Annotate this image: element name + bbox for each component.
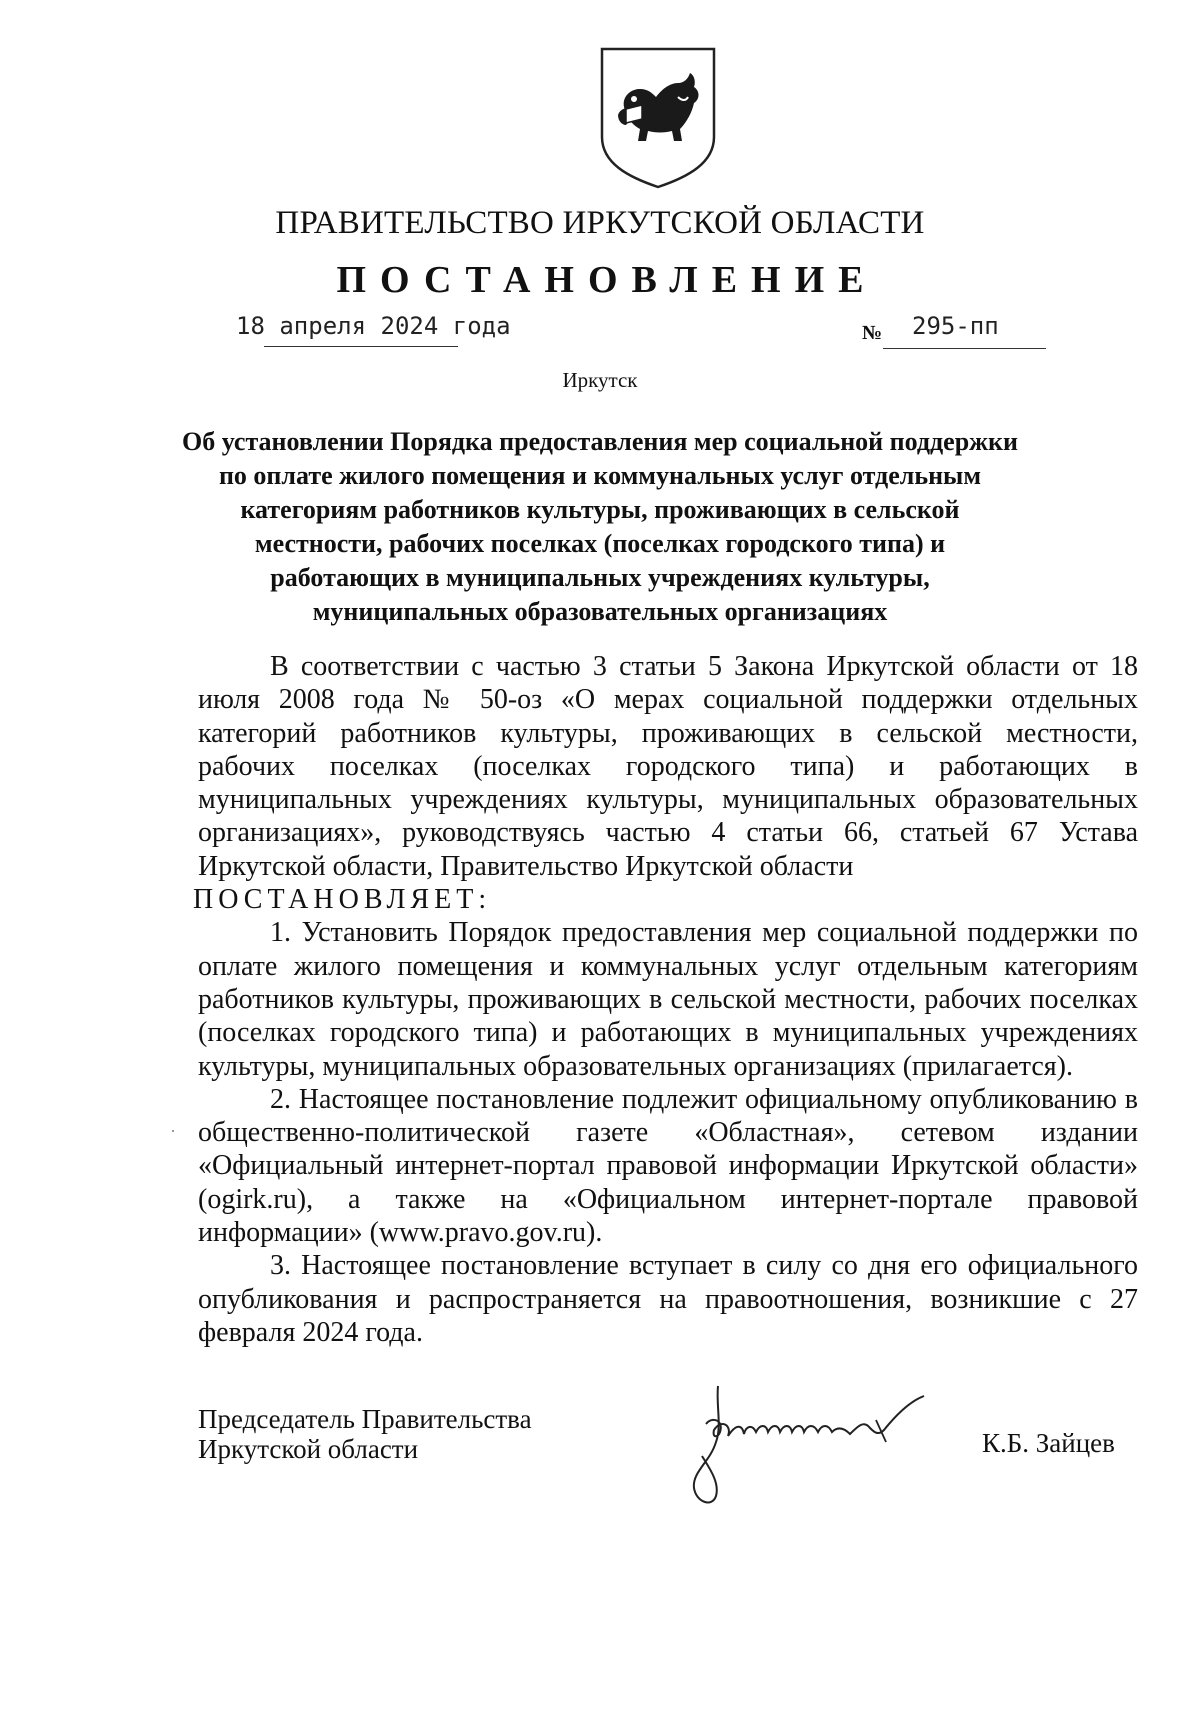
item-paragraph-3: 3. Настоящее постановление вступает в силу со дня его официального опубликования и распространяется на правоотношения, возникшие с 27 февраля 2024 года. bbox=[198, 1250, 1138, 1348]
signatory-position-line2: Иркутской области bbox=[198, 1434, 419, 1464]
item-paragraph-1: 1. Установить Порядок предоставления мер социальной поддержки по оплате жилого помещения и коммунальных услуг отдельным категориям работников культуры, проживающих в сельской местности, рабочих поселках (поселках городского типа) и работающих в муниципальных учреждениях культуры, муниципальных образовательных организациях (прилагается). bbox=[198, 917, 1138, 1082]
document-kind: ПОСТАНОВЛЕНИЕ bbox=[336, 259, 878, 301]
document-title: Об установлении Порядка предоставления мер социальной поддержки по оплате жилого помещения и коммунальных услуг отдельным категориям работников культуры, проживающих в сельской местности, рабочих поселках (поселках городского типа) и работающих в муниципальных учреждениях культуры, муниципальных образовательных организациях bbox=[182, 427, 1018, 626]
signatory-position-line1: Председатель Правительства bbox=[198, 1404, 532, 1434]
document-date: 18 апреля 2024 года bbox=[236, 312, 511, 340]
date-underline bbox=[264, 346, 458, 347]
number-label: № bbox=[862, 322, 883, 344]
decree-word: ПОСТАНОВЛЯЕТ: bbox=[193, 884, 492, 916]
signatory-name: К.Б. Зайцев bbox=[982, 1428, 1115, 1458]
document-number: 295-пп bbox=[912, 312, 999, 340]
preamble-paragraph: В соответствии с частью 3 статьи 5 Закона Иркутской области от 18 июля 2008 года № 50-оз «О мерах социальной поддержки отдельных категорий работников культуры, проживающих в сельской местности, рабочих поселках (поселках городского типа) и работающих в муниципальных учреждениях культуры, муниципальных образовательных организациях», руководствуясь частью 4 статьи 66, статьей 67 Устава Иркутской области, Правительство Иркутской области bbox=[198, 651, 1138, 882]
scan-speck bbox=[172, 1130, 174, 1132]
item-paragraph-2: 2. Настоящее постановление подлежит официальному опубликованию в общественно-политической газете «Областная», сетевом издании «Официальный интернет-портал правовой информации Иркутской области» (ogirk.ru), а также на «Официальном интернет-портале правовой информации» (www.pravo.gov.ru). bbox=[198, 1083, 1138, 1249]
signatory-position bbox=[198, 1404, 532, 1464]
document-body bbox=[193, 650, 1138, 1349]
signature-icon bbox=[672, 1376, 952, 1516]
number-underline bbox=[883, 348, 1046, 349]
city: Иркутск bbox=[562, 368, 638, 392]
coat-of-arms-icon bbox=[596, 45, 720, 190]
organization-name: ПРАВИТЕЛЬСТВО ИРКУТСКОЙ ОБЛАСТИ bbox=[275, 205, 925, 241]
